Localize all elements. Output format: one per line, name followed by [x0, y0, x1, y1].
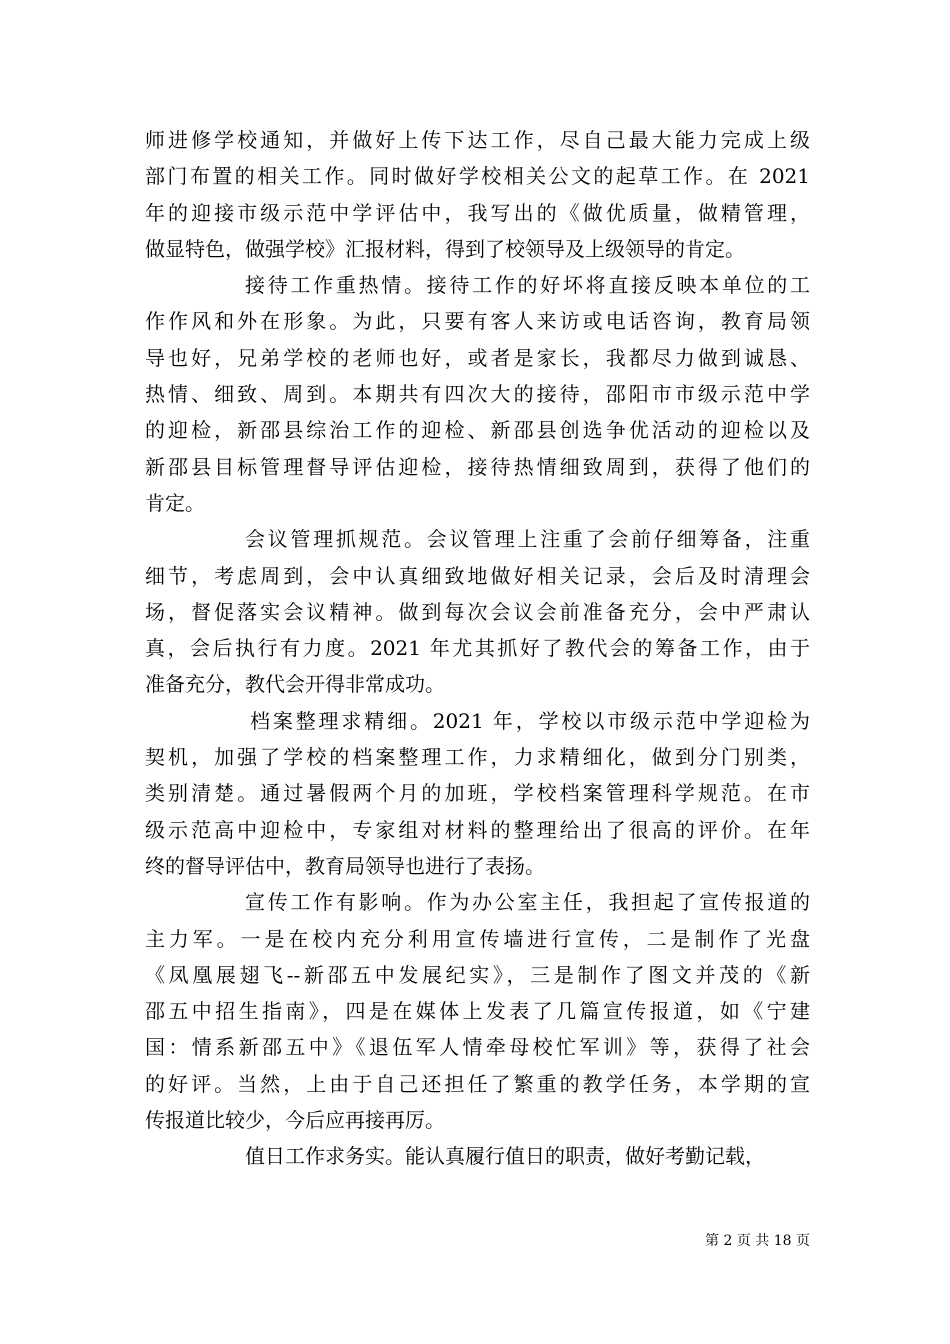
text-line: 的迎检，新邵县综治工作的迎检、新邵县创选争优活动的迎检以及: [145, 418, 810, 443]
text-line: 场，督促落实会议精神。做到每次会议会前准备充分，会中严肃认: [145, 599, 810, 624]
text-line: 师进修学校通知，并做好上传下达工作，尽自己最大能力完成上级: [145, 128, 810, 152]
text-line: 级示范高中迎检中，专家组对材料的整理给出了很高的评价。在年: [145, 817, 810, 842]
text-line: 新邵县目标管理督导评估迎检，接待热情细致周到，获得了他们的: [145, 454, 810, 479]
text-line: 的好评。当然，上由于自己还担任了繁重的教学任务，本学期的宣: [145, 1071, 810, 1096]
text-line: 接待工作重热情。接待工作的好坏将直接反映本单位的工: [245, 273, 810, 298]
text-line: 值日工作求务实。能认真履行值日的职责，做好考勤记载，: [245, 1144, 765, 1169]
paragraph-4: [145, 703, 810, 884]
text-line: 会议管理抓规范。会议管理上注重了会前仔细筹备，注重: [245, 527, 810, 552]
text-line: 类别清楚。通过暑假两个月的加班，学校档案管理科学规范。在市: [145, 781, 810, 806]
text-line: 肯定。: [145, 490, 205, 515]
text-line: 契机，加强了学校的档案整理工作，力求精细化，做到分门别类，: [145, 745, 810, 770]
text-line: 热情、细致、周到。本期共有四次大的接待，邵阳市市级示范中学: [145, 382, 810, 407]
paragraph-3: [145, 521, 810, 702]
paragraph-6: [145, 1138, 810, 1174]
text-line: 邵五中招生指南》，四是在媒体上发表了几篇宣传报道，如《宁建: [145, 999, 810, 1024]
text-line: 做显特色，做强学校》汇报材料，得到了校领导及上级领导的肯定。: [145, 236, 745, 261]
paragraph-5: [145, 884, 810, 1138]
body-text: [145, 122, 810, 1175]
text-line: 作作风和外在形象。为此，只要有客人来访或电话咨询，教育局领: [145, 309, 810, 334]
page-number-footer: 第 2 页 共 18 页: [705, 1233, 810, 1249]
text-line: 国：情系新邵五中》《退伍军人情牵母校忙军训》等，获得了社会: [145, 1035, 810, 1060]
text-line: 《凤凰展翅飞--新邵五中发展纪实》，三是制作了图文并茂的《新: [145, 962, 810, 987]
text-line: 细节，考虑周到，会中认真细致地做好相关记录，会后及时清理会: [145, 563, 810, 588]
text-line: 终的督导评估中，教育局领导也进行了表扬。: [145, 853, 545, 878]
text-line: 真，会后执行有力度。2021 年尤其抓好了教代会的筹备工作，由于: [145, 636, 810, 661]
text-line: 年的迎接市级示范中学评估中，我写出的《做优质量，做精管理，: [145, 200, 810, 225]
paragraph-2: [145, 267, 810, 521]
text-line: 档案整理求精细。2021 年，学校以市级示范中学迎检为: [250, 708, 810, 733]
text-line: 传报道比较少，今后应再接再厉。: [145, 1108, 445, 1133]
text-line: 宣传工作有影响。作为办公室主任，我担起了宣传报道的: [245, 890, 810, 915]
text-line: 导也好，兄弟学校的老师也好，或者是家长，我都尽力做到诚恳、: [145, 345, 810, 370]
text-line: 主力军。一是在校内充分利用宣传墙进行宣传，二是制作了光盘: [145, 926, 810, 951]
text-line: 部门布置的相关工作。同时做好学校相关公文的起草工作。在 2021: [145, 164, 810, 189]
paragraph-1: [145, 122, 810, 267]
text-line: 准备充分，教代会开得非常成功。: [145, 672, 445, 697]
